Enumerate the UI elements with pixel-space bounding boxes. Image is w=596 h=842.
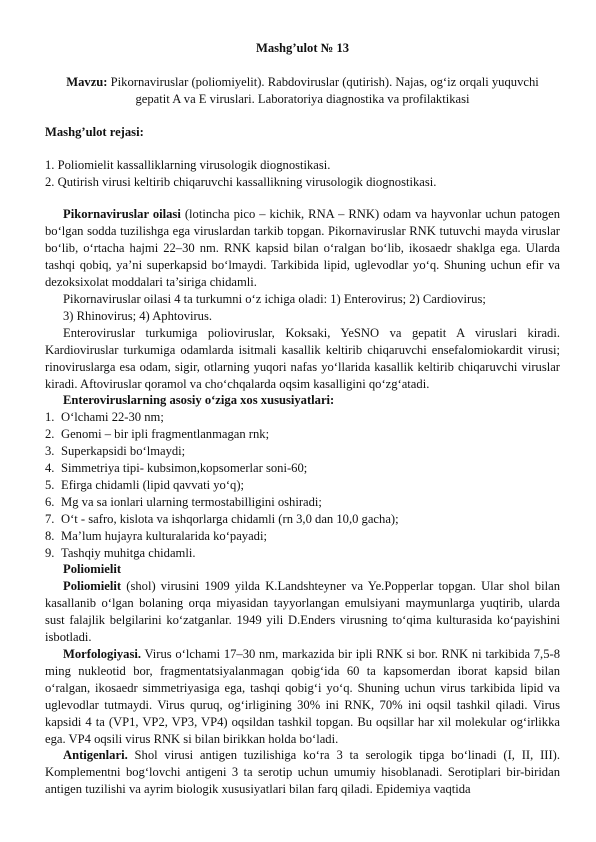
polio-p1-text: (shol) virusini 1909 yilda K.Landshteyner va Ye.Popperlar topgan. Ular shol bilan kasallanib o‘lgan bolaning orqa miyasidan tayyorlangan emulsiyani maymunlarga yuqtirib, ularda sust falajlik belgilarini ko‘zatganlar. 1949 yili D.Enders virusning to‘qima kulturasida ko‘payishini isbotladi. — [45, 579, 560, 645]
feature-item — [45, 494, 560, 511]
family-paragraph-3: Enteroviruslar turkumiga polioviruslar, Koksaki, YeSNO va gepatit A viruslari kiradi. Kardioviruslar turkumiga odamlarda isitmali kasallik keltirib chiqaruvchi ensefalomiokardit virusi; rinoviruslarga esa odam, sigir, otlarning yuqori nafas yo‘llarida kasallik keltirib chiqaruvchi viruslar kiradi. Aftoviruslar qoramol va cho‘chqalarda oqsim kasalligini qo‘zg‘atadi. — [45, 325, 560, 391]
feature-number: 1. — [45, 410, 55, 425]
polio-heading: Poliomielit — [63, 562, 122, 577]
feature-number: 4. — [45, 461, 55, 476]
feature-number: 9. — [45, 545, 55, 560]
features-list-wrap — [45, 409, 560, 561]
features-heading: Enteroviruslarning asosiy o‘ziga xos xususiyatlari: — [63, 393, 335, 408]
feature-text: Ma’lum hujayra kulturalarida ko‘payadi; — [61, 528, 267, 543]
feature-text: O‘t - safro, kislota va ishqorlarga chidamli (rn 3,0 dan 10,0 gacha); — [61, 511, 399, 526]
page-title: Mashg’ulot № 13 — [255, 41, 350, 55]
topic-block — [51, 74, 554, 108]
topic-label: Mavzu: — [66, 74, 108, 89]
family-paragraph-1 — [45, 206, 560, 291]
feature-text: Simmetriya tipi- kubsimon,kopsomerlar soni-60; — [61, 461, 308, 476]
feature-item — [45, 426, 560, 443]
feature-number: 2. — [45, 427, 55, 442]
polio-paragraph-2 — [45, 646, 560, 747]
feature-item — [45, 477, 560, 494]
family-paragraph-2: Pikornaviruslar oilasi 4 ta turkumni o‘z ichiga oladi: 1) Enterovirus; 2) Cardiovirus; — [63, 291, 486, 306]
feature-item — [45, 545, 560, 562]
polio-p2-text: Virus o‘lchami 17–30 nm, markazida bir ipli RNK si bor. RNK ni tarkibida 7,5-8 ming nukleotid bor, fragmentatsiyalanmagan qobig‘ida 60 ta kapsomerdan iborat kapsid bilan o‘ralgan, ikosaedr simmetriyasiga ega, tashqi qobig‘i yo‘q. Shuning uchun virus tarkibida lipid va uglevodlar tutmaydi. Virus quruq, og‘irligining 30% ini RNK, 70% ini oqsil tashkil qiladi. Virus kapsidi 4 ta (VP1, VP2, VP3, VP4) oqsildan tashkil topgan. Bu oqsillar har xil molekular og‘irlikka ega. VP4 oqsili virus RNK si bilan birikkan holda bo‘ladi. — [45, 647, 560, 746]
features-list — [45, 409, 560, 561]
feature-number: 5. — [45, 477, 55, 492]
polio-p2-lead: Morfologiyasi. — [63, 647, 141, 661]
family-paragraph-2b: 3) Rhinovirus; 4) Aphtovirus. — [63, 308, 213, 323]
plan-heading: Mashg’ulot rejasi: — [45, 124, 144, 139]
feature-item — [45, 409, 560, 426]
feature-text: O‘lchami 22-30 nm; — [61, 410, 164, 425]
feature-text: Genomi – bir ipli fragmentlanmagan rnk; — [61, 427, 270, 442]
feature-item — [45, 528, 560, 545]
feature-item — [45, 511, 560, 528]
polio-p1-lead: Poliomielit — [63, 579, 122, 594]
polio-p3-text: Shol virusi antigen tuzilishiga ko‘ra 3 ta serologik tipga bo‘linadi (I, II, III). Komplementni bog‘lovchi antigeni 3 ta serotip uchun umumiy hisoblanadi. Serotiplari bir-biridan antigen tuzilishi va ayrim biologik xususiyatlari bilan farq qiladi. Epidemiya vaqtida — [45, 748, 560, 797]
polio-paragraph-1 — [45, 578, 560, 646]
plan-item-2: 2. Qutirish virusi keltirib chiqaruvchi kassallikning virusologik diognostikasi. — [45, 174, 437, 189]
feature-number: 6. — [45, 494, 55, 509]
plan-item-1: 1. Poliomielit kassalliklarning virusologik diognostikasi. — [45, 157, 331, 172]
feature-number: 7. — [45, 511, 55, 526]
family-para1-text: (lotincha pico – kichik, RNA – RNK) odam va hayvonlar uchun patogen bo‘lgan sodda tuzilishga ega viruslardan tarkib topgan. Pikornaviruslar RNK tutuvchi mayda viruslar bo‘lib, o‘rtacha hajmi 22–30 nm. RNK kapsid bilan o‘ralgan bo‘lib, ikosaedr shaklga ega. Ularda tashqi qobiq, ya’ni superkapsid bo‘lmaydi. Tarkibida lipid, uglevodlar yo‘q. Shuning uchun efir va dezoksixolat moddalari ta’siriga chidamli. — [45, 207, 560, 290]
feature-text: Mg va sa ionlari ularning termostabilligini oshiradi; — [61, 494, 322, 509]
feature-number: 8. — [45, 528, 55, 543]
plan-list — [45, 157, 560, 191]
feature-text: Superkapsidi bo‘lmaydi; — [61, 444, 186, 459]
feature-text: Tashqiy muhitga chidamli. — [61, 545, 196, 560]
feature-number: 3. — [45, 444, 55, 459]
polio-paragraph-3 — [45, 747, 560, 798]
topic-text: Pikornaviruslar (poliomiyelit). Rabdoviruslar (qutirish). Najas, og‘iz orqali yuquvchi gepatit A va E viruslari. Laboratoriya diagnostika va profilaktikasi — [110, 74, 539, 106]
feature-item — [45, 460, 560, 477]
polio-p3-lead: Antigenlari. — [63, 748, 128, 763]
family-lead: Pikornaviruslar oilasi — [63, 207, 181, 222]
feature-text: Efirga chidamli (lipid qavvati yo‘q); — [61, 477, 245, 492]
feature-item — [45, 443, 560, 460]
